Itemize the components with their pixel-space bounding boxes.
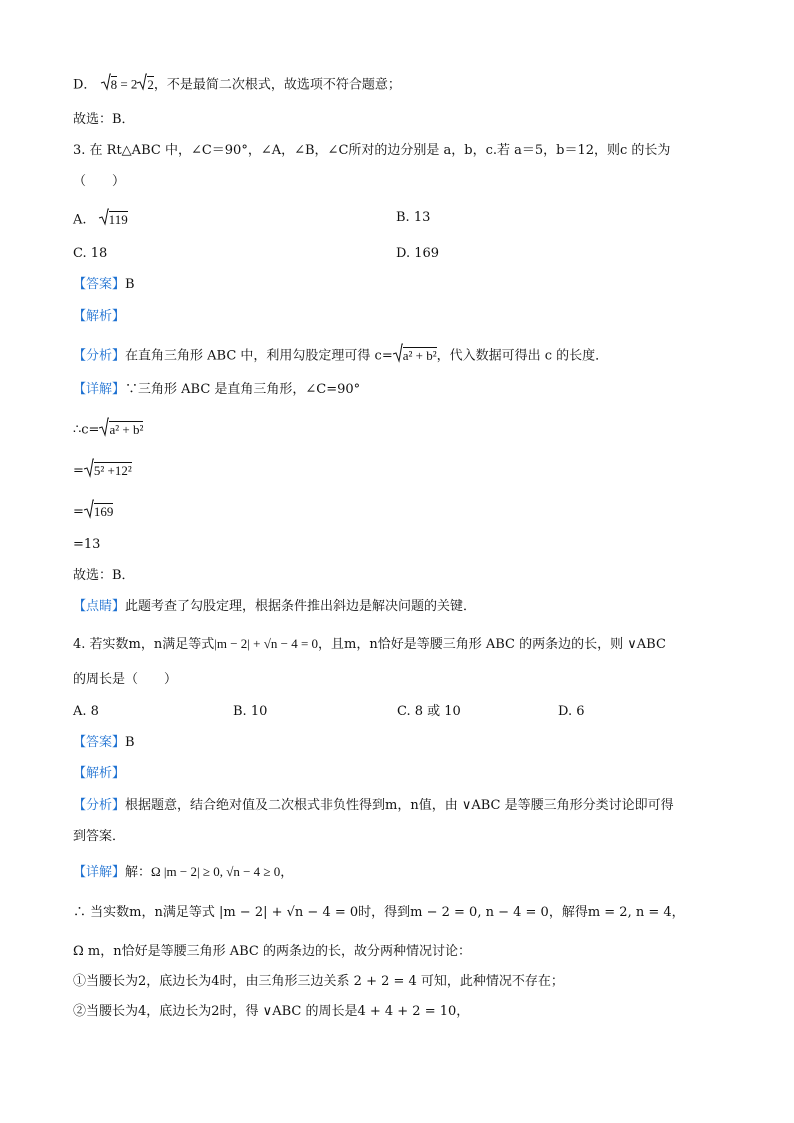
line-answer-choice: 故选：B．	[73, 112, 135, 127]
q4-option-b: B. 10	[233, 704, 268, 719]
q4-detail-line-4: ①当腰长为2，底边长为4时，由三角形三边关系 2 + 2 = 4 可知，此种情况不存在；	[73, 974, 564, 989]
question-4-text-cont: 的周长是（ ）	[73, 672, 178, 687]
q3-option-d: D. 169	[396, 246, 440, 261]
question-3-text: 3. 在 Rt△ABC 中，∠C＝90°，∠A，∠B，∠C所对的边分别是 a，b，c.若 a＝5，b＝12，则c 的长为	[73, 143, 671, 158]
q4-detail-line-5: ②当腰长为4，底边长为2时，得 ∨ABC 的周长是4 + 4 + 2 = 10，	[73, 1004, 470, 1019]
q3-option-b: B. 13	[396, 210, 431, 225]
q3-dianjing: 【点睛】此题考查了勾股定理，根据条件推出斜边是解决问题的关键．	[73, 599, 477, 614]
q3-jiexi: 【解析】	[73, 309, 126, 324]
sqrt-symbol	[137, 74, 147, 96]
sqrt-symbol	[101, 74, 111, 96]
question-4-text: 4. 若实数m，n满足等式|m − 2| + √n − 4 = 0，且m，n恰好是等腰三角形 ABC 的两条边的长，则 ∨ABC	[73, 636, 666, 652]
q4-fenxi: 【分析】根据题意，结合绝对值及二次根式非负性得到m，n值，由 ∨ABC 是等腰三角形分类讨论即可得	[73, 798, 674, 813]
q3-option-a: A. 119	[73, 209, 128, 231]
sqrt-symbol	[99, 209, 109, 231]
sqrt-symbol	[99, 418, 109, 442]
q3-step-3: = 169	[73, 500, 113, 524]
q4-answer: 【答案】B	[73, 735, 135, 750]
sqrt-symbol	[84, 459, 94, 483]
q3-guxuan: 故选：B．	[73, 568, 135, 583]
sqrt-symbol	[84, 500, 94, 524]
q4-fenxi-cont: 到答案．	[73, 829, 126, 844]
q3-step-1: ∴c= a² + b²	[73, 418, 143, 442]
q4-option-c: C. 8 或 10	[397, 704, 461, 719]
q3-step-2: = 5² +12²	[73, 459, 132, 483]
q4-option-a: A. 8	[73, 704, 99, 719]
q3-step-4: =13	[73, 537, 101, 552]
q4-xiangjie: 【详解】解：Ω |m − 2| ≥ 0, √n − 4 ≥ 0，	[73, 864, 294, 880]
q3-xiangjie: 【详解】∵三角形 ABC 是直角三角形，∠C=90°	[73, 382, 361, 397]
q4-jiexi: 【解析】	[73, 766, 126, 781]
q4-detail-line-3: Ω m，n恰好是等腰三角形 ABC 的两条边的长，故分两种情况讨论：	[73, 944, 472, 959]
q3-option-c: C. 18	[73, 246, 108, 261]
line-option-d: D． 8 = 2 2，不是最简二次根式，故选项不符合题意；	[73, 74, 401, 96]
sqrt-symbol	[393, 344, 403, 368]
q4-detail-line-2: ∴ 当实数m，n满足等式 |m − 2| + √n − 4 = 0时，得到m − 2 = 0, n − 4 = 0，解得m = 2, n = 4，	[73, 905, 685, 920]
q4-option-d: D. 6	[558, 704, 585, 719]
q3-answer: 【答案】B	[73, 277, 135, 292]
q3-fenxi: 【分析】在直角三角形 ABC 中，利用勾股定理可得 c= a² + b²，代入数据可得出 c 的长度．	[73, 344, 608, 368]
question-3-paren: （ ）	[73, 174, 126, 189]
